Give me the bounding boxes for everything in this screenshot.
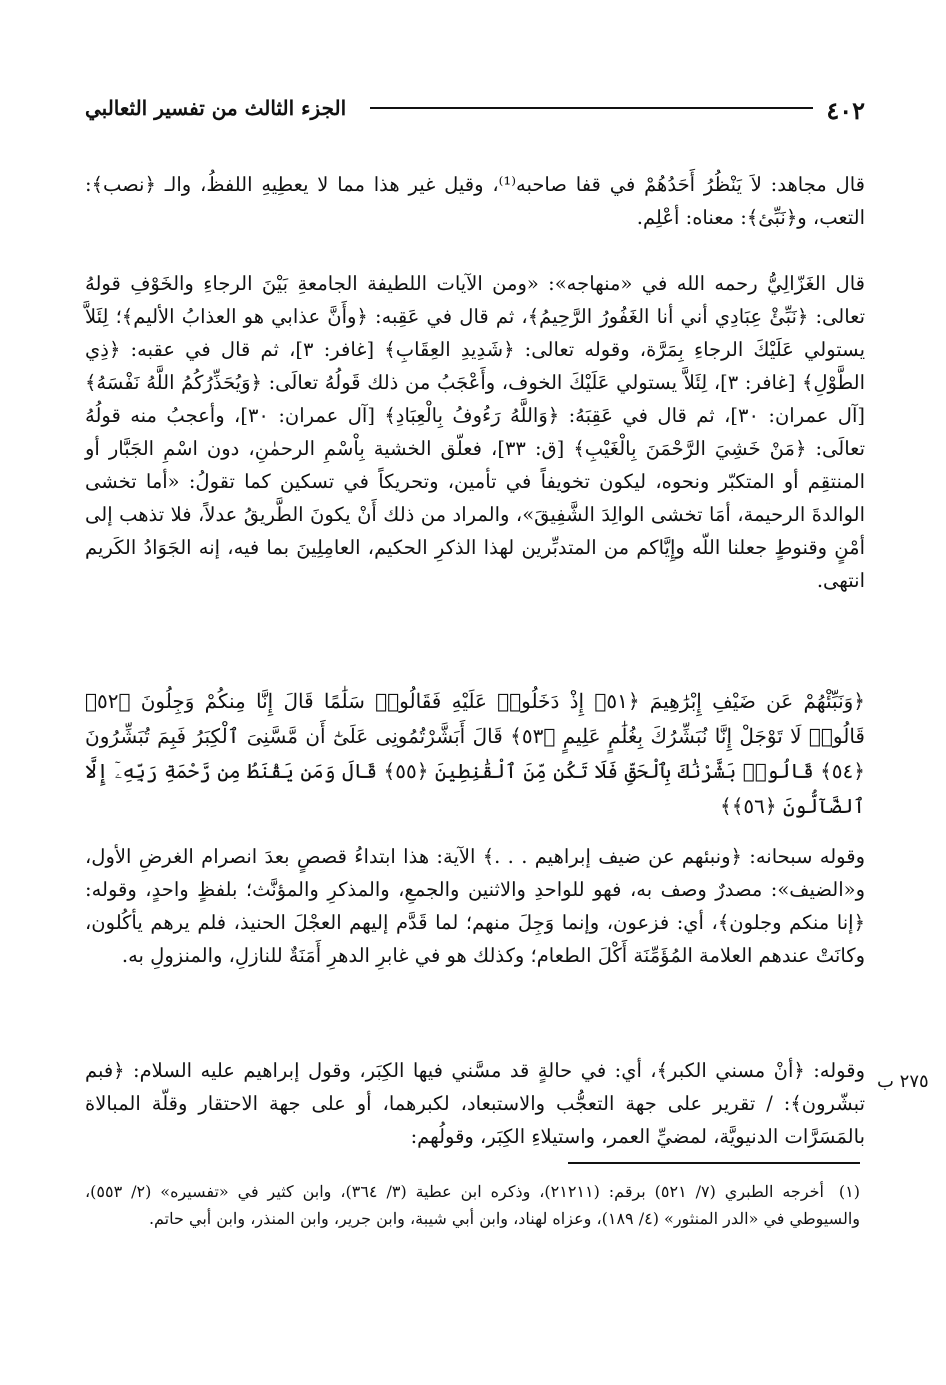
paragraph-ghazali: قال الغَزّالِيُّ رحمه الله في «منهاجه»: «ومن الآيات اللطيفة الجامعةِ بَيْنَ الرجاءِ والخَوْفِ قولهُ تعالى: ﴿نَبِّئْ عِبَادِي أني أنا الغَفُورُ الرَّحِيمُ﴾، ثم قال في عَقِبه: ﴿وأَنَّ عذابي هو العذابُ الأليم﴾؛ لِئَلاَّ يستولي عَلَيْكَ الرجاءِ بِمَرَّة، وقوله تعالى: ﴿شَدِيدِ العِقَابِ﴾ [غافر: ٣]، ثم قال في عقبه: ﴿ذِي الطَّوْلِ﴾ [غافر: ٣]، لِئَلاَّ يستولي عَلَيْكَ الخوف، وأَعْجَبُ من ذلك قَولُهُ تعالَى: ﴿وَيُحَذِّرُكُمُ اللَّهُ نَفْسَهُ﴾ [آل عمران: ٣٠]، ثم قال في عَقِبَهُ: ﴿وَاللَّهُ رَءُوفُ بِالْعِبَادِ﴾ [آل عمران: ٣٠]، وأعجبُ منه قولُهُ تعالَى: ﴿مَنْ خَشِيَ الرَّحْمَنَ بِالْغَيْبِ﴾ [ق: ٣٣]، فعلّق الخشية بِاْسْمِ الرحمٰنِ، دون اسْمِ الجَبَّار أو المنتقِم أو المتكبّر ونحوه، ليكون تخويفاً في تأمين، وتحريكاً في تسكين كما تقولُ: «أما تخشى الوالدةَ الرحيمة، أمَا تخشى الوالِدَ الشَّفِيقَ»، والمراد من ذلك أَنْ يكونَ الطَّريقُ عدلاً، فلا تذهب إلى أمْنٍ وقنوطٍ جعلنا اللّه وإِيَّاكم من المتدبِّرين لهذا الذكرِ الحكيم، العامِلِينَ بما فيه، إنه الجَوَادُ الكَريم انتهى.: [85, 271, 865, 592]
paragraph-old-age: وقوله: ﴿أنْ مسني الكبر﴾، أي: في حالةٍ قد مسَّني فيها الكِبَر، وقول إبراهيم عليه السلام: ﴿فبم تبشّرون﴾: / تقرير على جهة التعجُّب والاستبعاد، لكبرهما، أو على جهة الاحتقار وقلّة المبالاة بالمَسَرَّات الدنيويَّة، لمضيِّ العمر، واستيلاءِ الكِبَر، وقولُهم:: [85, 1058, 865, 1148]
paragraph-guests-of-ibrahim: وقوله سبحانه: ﴿ونبئهم عن ضيف إبراهيم . . .﴾ الآية: هذا ابتداءُ قصصٍ بعدَ انصرام الغرضِ الأول، و«الضيف»: مصدرٌ وصف به، فهو للواحدِ والاثنين والجمعِ، والمذكرِ والمؤنَّث؛ بلفظٍ واحدٍ، وقوله: ﴿إنا منكم وجلون﴾، أي: فزعون، وإنما وَجِلَ منهم؛ لما قَدَّم إليهم العجْلَ الحنيذ، فلم يرهم يأكُلون، وكانَتْ عندهم العلامة المُؤَمِّنَة أَكْلَ الطعام؛ وكذلك هو في غابرِ الدهرِ أَمَنَةٌ للنازلِ، والمنزولِ به.: [85, 844, 865, 967]
quran-verses-block: ﴿وَنَبِّئْهُمْ عَن ضَيْفِ إِبْرَٰهِيمَ ﴿٥١﴾ إِذْ دَخَلُوا۟ عَلَيْهِ فَقَالُوا۟ سَلَٰمًا قَالَ إِنَّا مِنكُمْ وَجِلُونَ ﴿٥٢﴾ قَالُوا۟ لَا تَوْجَلْ إِنَّا نُبَشِّرُكَ بِغُلَٰمٍ عَلِيمٍ ﴿٥٣﴾ قَالَ أَبَشَّرْتُمُونِى عَلَىٰٓ أَن مَّسَّنِىَ ٱلْكِبَرُ فَبِمَ تُبَشِّرُونَ ﴿٥٤﴾ قَالُوا۟ بَشَّرْنَٰكَ بِٱلْحَقِّ فَلَا تَكُن مِّنَ ٱلْقَٰنِطِينَ ﴿٥٥﴾ قَالَ وَمَن يَقْنَطُ مِن رَّحْمَةِ رَبِّهِۦٓ إِلَّا ٱلضَّآلُّونَ ﴿٥٦﴾﴾: [85, 689, 866, 818]
footnote-number: (١): [838, 1182, 861, 1201]
paragraph-mujahid: قال مجاهد: لاَ يَنْظُرُ أَحَدُهُمْ في قفا صاحبه⁽¹⁾، وقيل غير هذا مما لا يعطِيهِ اللفظُ، والـ ﴿نصب﴾: التعب، و﴿نَبِّئ﴾: معناه: أعْلِم.: [85, 172, 865, 229]
footnote-text: أخرجه الطبري (٧/ ٥٢١) برقم: (٢١٢١١)، وذكره ابن عطية (٣/ ٣٦٤)، وابن كثير في «تفسيره» (٢/ ٥٥٣)، والسيوطي في «الدر المنثور» (٤/ ١٨٩)، وعزاه لهناد، وابن أبي شيبة، وابن جرير، وابن المنذر، وابن أبي حاتم.: [85, 1182, 860, 1228]
manuscript-folio-marker: ٢٧٥ ب: [877, 1071, 929, 1092]
footnote-rule: [568, 1162, 860, 1164]
header-rule: [370, 107, 813, 109]
page-number: ٤٠٢: [826, 96, 865, 125]
running-title: الجزء الثالث من تفسير الثعالبي: [85, 96, 347, 120]
footnote: [85, 1178, 860, 1232]
page-header: [85, 96, 865, 126]
